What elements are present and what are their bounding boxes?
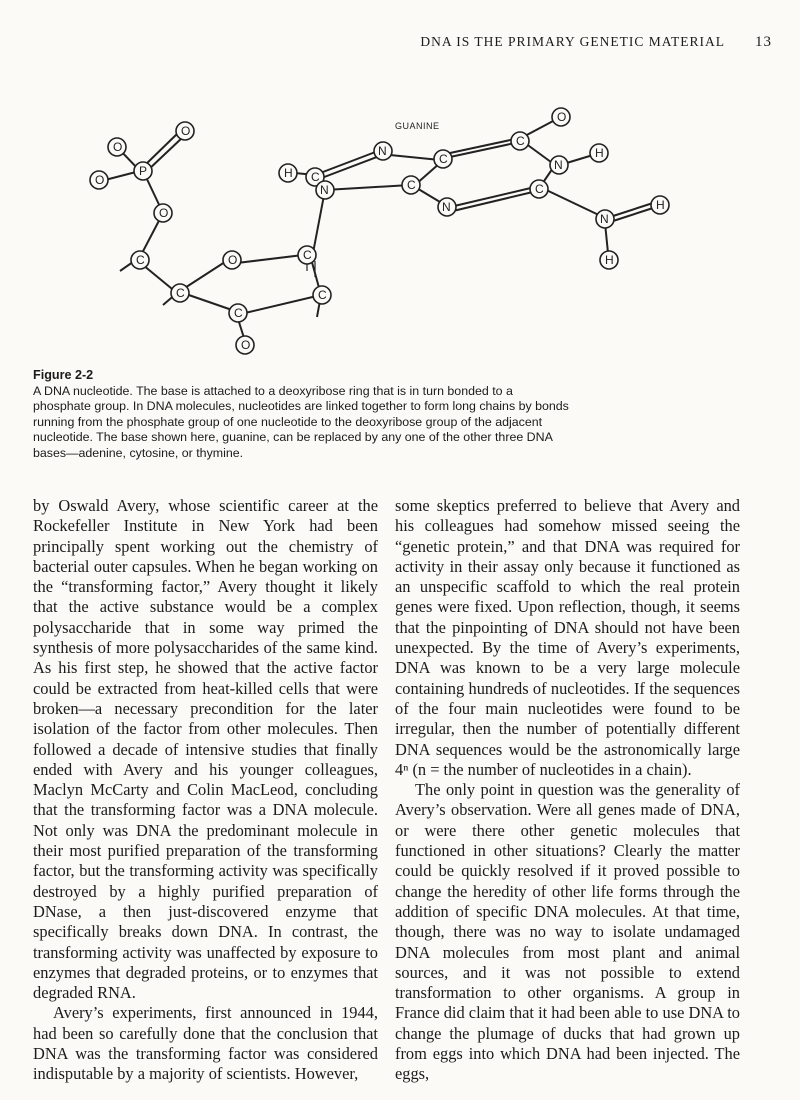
- atom-c-ring-bottom: [229, 304, 247, 322]
- svg-text:H: H: [595, 146, 604, 160]
- svg-text:C: C: [535, 182, 544, 196]
- atom-o-right: [176, 122, 194, 140]
- atom-h-amino-2: [600, 251, 618, 269]
- svg-text:H: H: [605, 253, 614, 267]
- atom-o-left: [90, 171, 108, 189]
- svg-text:H: H: [284, 166, 293, 180]
- atom-n-base-4: [550, 156, 568, 174]
- nucleotide-figure: [85, 95, 705, 375]
- svg-text:H: H: [656, 198, 665, 212]
- svg-text:C: C: [407, 178, 416, 192]
- svg-text:O: O: [241, 338, 251, 352]
- svg-text:C: C: [303, 248, 312, 262]
- svg-text:C: C: [439, 152, 448, 166]
- svg-text:O: O: [159, 206, 169, 220]
- svg-text:P: P: [139, 164, 148, 178]
- svg-text:C: C: [176, 286, 185, 300]
- caption-title: Figure 2-2: [33, 368, 94, 382]
- svg-text:C: C: [318, 288, 327, 302]
- svg-text:O: O: [181, 124, 191, 138]
- svg-text:N: N: [442, 200, 451, 214]
- atom-c-base-5: [530, 180, 548, 198]
- paragraph-right-1: some skeptics preferred to believe that Avery and his colleagues had somehow missed seeing the “genetic protein,” and that DNA was required for activity in their assay only because it functioned as an unspecific scaffold to which the real protein genes were fixed. Upon reflection, though, it seems that the pinpointing of DNA should not have been unexpected. By the time of Avery’s experiments, DNA was known to be a very large molecule containing hundreds of nucleotides. If the sequences of the four main nucleotides were found to be irregular, then the number of potentially different DNA sequences would be the astronomically large 4ⁿ (n = the number of nucleotides in a chain).: [395, 496, 740, 779]
- atom-c-ring-lower-right: [313, 286, 331, 304]
- page-header: [0, 30, 800, 54]
- svg-text:N: N: [378, 144, 387, 158]
- paragraph-left-1: by Oswald Avery, whose scientific career at the Rockefeller Institute in New York had been principally spent working out the chemistry of bacterial outer capsules. When he began working on the “transforming factor,” Avery thought it likely that the active substance would be a complex polysaccharide that in some way primed the synthesis of more polysaccharides of the same kind. As his first step, he showed that the active factor could be extracted from heat-killed cells that were broken—a necessary precondition for the later isolation of the factor from other molecules. Then followed a decade of intensive studies that finally ended with Avery and his younger colleagues, Maclyn McCarty and Colin MacLeod, concluding that the transforming factor was a DNA molecule. Not only was DNA the predominant molecule in their most purified preparation of the transforming factor, but the transforming activity was specifically destroyed by a highly purified preparation of DNase, a then just-discovered enzyme that specifically breaks down DNA. In contrast, the transforming activity was unaffected by exposure to enzymes that degraded proteins, or to enzymes that degraded RNA.: [33, 496, 378, 1003]
- atom-h-base-2: [590, 144, 608, 162]
- svg-text:N: N: [600, 212, 609, 226]
- atom-p: [134, 162, 152, 180]
- page-number: 13: [755, 34, 772, 50]
- atom-o-base: [552, 108, 570, 126]
- atom-o-top-left: [108, 138, 126, 156]
- atom-n-base-1: [316, 181, 334, 199]
- svg-text:C: C: [516, 134, 525, 148]
- atom-h-base: [279, 164, 297, 182]
- figure-caption: [33, 368, 573, 461]
- nucleotide-diagram: [85, 95, 705, 375]
- paragraph-left-2: Avery’s experiments, first announced in 1944, had been so carefully done that the conclusion that DNA was the transforming factor was considered indisputable by a majority of scientists. However,: [33, 1003, 378, 1084]
- atom-h-amino-1: [651, 196, 669, 214]
- atom-c-base-3: [402, 176, 420, 194]
- svg-text:O: O: [228, 253, 238, 267]
- svg-text:C: C: [136, 253, 145, 267]
- atom-c-ring-right: [298, 246, 316, 264]
- column-left: [33, 496, 378, 1085]
- atom-o-ring: [223, 251, 241, 269]
- column-right: [395, 496, 740, 1085]
- svg-text:N: N: [320, 183, 329, 197]
- atom-n-base-2: [374, 142, 392, 160]
- running-head: DNA IS THE PRIMARY GENETIC MATERIAL: [420, 34, 725, 49]
- caption-text: A DNA nucleotide. The base is attached to a deoxyribose ring that is in turn bonded to a phosphate group. In DNA molecules, nucleotides are linked together to form long chains by bonds running from the phosphate group of one nucleotide to the deoxyribose group of the adjacent nucleotide. The base shown here, guanine, can be replaced by any one of the other three DNA bases—adenine, cytosine, or thymine.: [33, 383, 569, 460]
- svg-text:O: O: [557, 110, 567, 124]
- svg-text:C: C: [311, 170, 320, 184]
- paragraph-right-2: The only point in question was the generality of Avery’s observation. Were all genes made of DNA, or were there other genetic molecules that functioned in other situations? Clearly the matter could be quickly resolved if it proved possible to change the heredity of other life forms through the addition of specific DNA molecules. At that time, though, there was no way to isolate undamaged DNA molecules from most plant and animal sources, and it was not possible to extend transformation to other organisms. A group in France did claim that it had been able to use DNA to change the plumage of ducks that had grown up from eggs into which DNA had been injected. The eggs,: [395, 780, 740, 1084]
- atom-o-bridge: [154, 204, 172, 222]
- atom-o-hydroxyl: [236, 336, 254, 354]
- atom-n-base-3: [438, 198, 456, 216]
- svg-text:O: O: [113, 140, 123, 154]
- svg-text:N: N: [554, 158, 563, 172]
- atom-c-chain: [131, 251, 149, 269]
- svg-text:C: C: [234, 306, 243, 320]
- svg-text:O: O: [95, 173, 105, 187]
- atom-c-ring-left: [171, 284, 189, 302]
- atom-c-base-2: [434, 150, 452, 168]
- molecule-label: GUANINE: [395, 121, 440, 131]
- atom-c-base-4: [511, 132, 529, 150]
- atom-n-amino: [596, 210, 614, 228]
